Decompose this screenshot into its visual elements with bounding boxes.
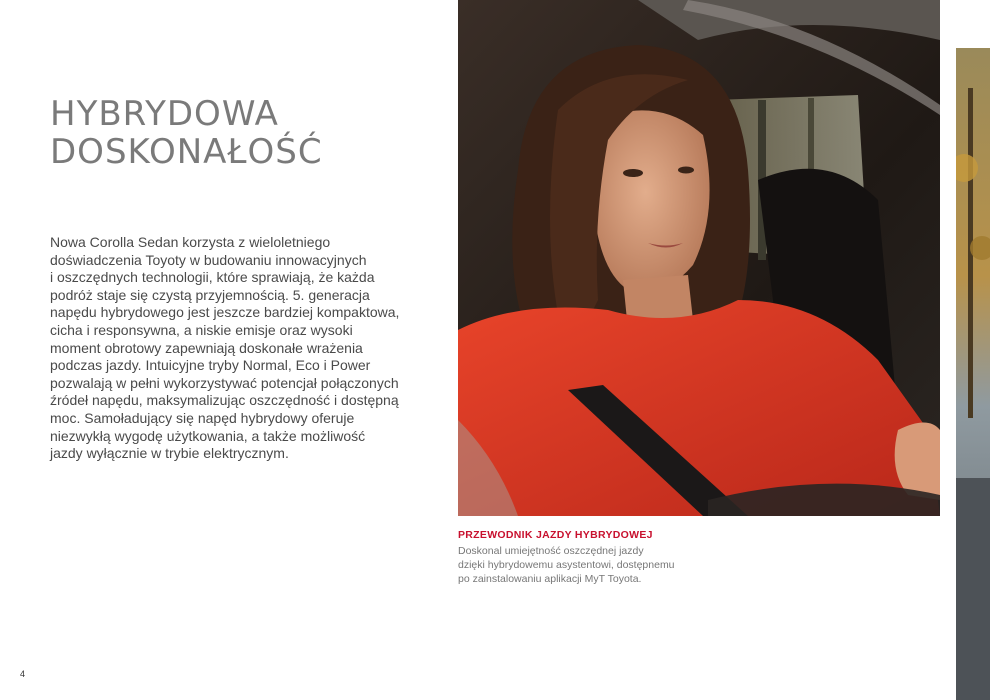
body-line: podróż staje się czystą przyjemnością. 5. generacja [50, 286, 370, 303]
driver-photo [458, 0, 940, 516]
body-line: podczas jazdy. Intuicyjne tryby Normal, Eco i Power [50, 357, 371, 374]
caption-line: dzięki hybrydowemu asystentowi, dostępnemu [458, 559, 675, 571]
body-line: cicha i responsywna, a niskie emisje oraz wysoki [50, 321, 353, 338]
driver-photo-illustration [458, 0, 940, 516]
body-line: doświadczenia Toyoty w budowaniu innowacyjnych [50, 251, 367, 268]
body-line: pozwalają w pełni wykorzystywać potencjał połączonych [50, 374, 399, 391]
caption-line: po zainstalowaniu aplikacji MyT Toyota. [458, 573, 642, 585]
page-number: 4 [20, 669, 26, 679]
body-line: jazdy wyłącznie w trybie elektrycznym. [50, 445, 289, 462]
page-title [50, 95, 430, 171]
body-line: źródeł napędu, maksymalizując oszczędność i dostępną [50, 392, 399, 409]
body-line: moc. Samoładujący się napęd hybrydowy oferuje [50, 409, 355, 426]
caption-line: Doskonal umiejętność oszczędnej jazdy [458, 545, 644, 557]
side-photo-strip [956, 48, 990, 700]
street-photo-illustration [956, 48, 990, 700]
title-line-1: HYBRYDOWA [50, 94, 279, 134]
body-line: i oszczędnych technologii, które sprawiają, że każda [50, 269, 375, 286]
body-line: napędu hybrydowego jest jeszcze bardziej kompaktowa, [50, 304, 400, 321]
body-line: niezwykłą wygodę użytkowania, a także możliwość [50, 427, 366, 444]
body-paragraph [50, 234, 420, 463]
caption-title: PRZEWODNIK JAZDY HYBRYDOWEJ [458, 529, 653, 541]
title-line-2: DOSKONAŁOŚĆ [50, 132, 323, 172]
body-line: moment obrotowy zapewniają doskonałe wrażenia [50, 339, 363, 356]
body-line: Nowa Corolla Sedan korzysta z wieloletniego [50, 234, 331, 250]
caption-text [458, 544, 718, 586]
